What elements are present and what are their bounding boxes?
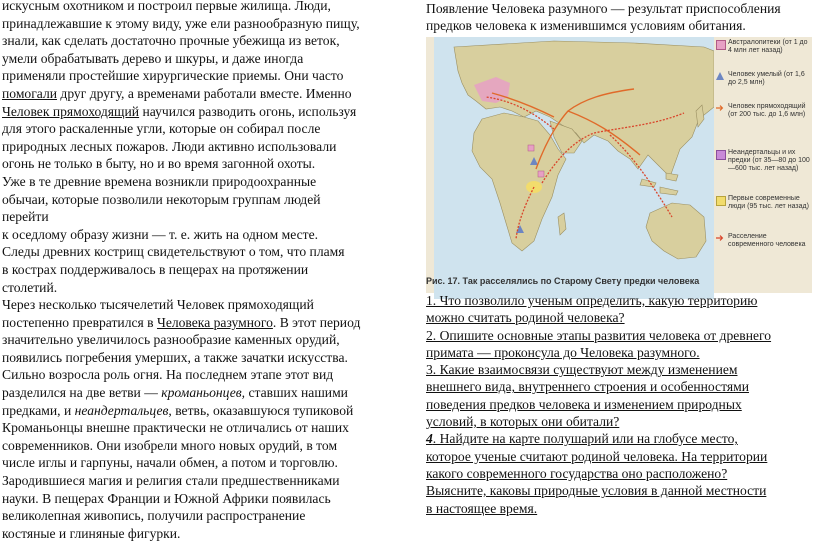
yellow-square-icon — [716, 196, 726, 206]
legend-label: Австралопитеки (от 1 до 4 млн лет назад) — [728, 39, 808, 55]
text-line: Зародившиеся магия и религия стали предшественниками — [2, 473, 340, 489]
text-line: обычаи, которые позволили некоторым группам людей — [2, 191, 321, 207]
text-line: науки. В пещерах Франции и Южной Африки появилась — [2, 490, 331, 506]
term-italic: неандертальцев — [74, 402, 169, 418]
question-line: Выясните, каковы природные условия в данной местности — [426, 483, 767, 499]
text-line — [2, 314, 410, 332]
orange-arrow-icon — [716, 104, 724, 112]
text-line: Появление Человека разумного — результат приспособления — [426, 1, 781, 16]
question-line: поведения предков человека и изменением природных — [426, 396, 742, 412]
legend-label: Человек умелый (от 1,6 до 2,5 млн) — [728, 71, 805, 87]
text-line: Кроманьонцы внешне практически не отличались от наших — [2, 420, 349, 436]
text-line: Уже в те древние времена возникли природоохранные — [2, 173, 317, 189]
australopithecus-site — [528, 145, 534, 151]
article-text — [2, 0, 410, 542]
right-column — [426, 0, 814, 249]
question-line: примата — проконсула до Человека разумного. — [426, 344, 700, 360]
intro-text — [426, 0, 814, 34]
text-line: природных лесных пожаров. Люди активно использовали — [2, 138, 337, 154]
question-line: 3. Какие взаимосвязи существуют между изменением — [426, 362, 738, 378]
text-line: огонь не только в быту, но и во время загонной охоты. — [2, 156, 316, 172]
text-line: перейти — [2, 209, 49, 225]
map-legend — [714, 37, 812, 299]
text-fragment: . Найдите на карте полушарий или на глобусе место, — [432, 431, 738, 447]
text-line: искусным охотником и построил первые жилища. Люди, — [2, 0, 331, 13]
australopithecus-site — [538, 171, 544, 177]
text-line: к оседлому образу жизни — т. е. жить на одном месте. — [2, 226, 319, 242]
text-fragment: постепенно превратился в — [2, 314, 157, 330]
old-world-map — [434, 37, 714, 299]
question-line: в настоящее время. — [426, 500, 538, 516]
text-line: костяные и глиняные фигурки. — [2, 525, 181, 541]
text-line — [2, 402, 410, 420]
question-line: внешнего вида, внутреннего строения и особенностями — [426, 379, 749, 395]
legend-label: Первые современные люди (95 тыс. лет назад) — [728, 195, 809, 211]
text-fragment: , ветвь, оказавшуюся тупиковой — [168, 402, 354, 418]
text-line: столетий. — [2, 279, 58, 295]
text-line: для этого раскаленные угли, которые он собирал после — [2, 121, 321, 137]
question-line: которое ученые считают родиной человека. На территории — [426, 448, 768, 464]
legend-label: Расселение современного человека — [728, 233, 806, 249]
question-line: условий, в которых они обитали? — [426, 414, 620, 430]
text-line: Через несколько тысячелетий Человек прямоходящий — [2, 297, 314, 313]
text-line: значительно увеличилось разнообразие каменных орудий, — [2, 332, 340, 348]
red-arrow-icon — [716, 234, 724, 242]
text-line: Следы древних кострищ свидетельствуют о том, что пламя — [2, 244, 345, 260]
text-fragment: научился разводить огонь, используя — [139, 103, 357, 119]
question-line: какого современного государства оно расположено? — [426, 465, 728, 481]
text-fragment: друг другу, а временами работали вместе. Именно — [57, 85, 352, 101]
question-line: 2. Опишите основные этапы развития человека от древнего — [426, 327, 772, 343]
text-fragment: ставших нашими — [245, 385, 348, 401]
pink-square-icon — [716, 40, 726, 50]
text-fragment: . В этот период — [272, 314, 361, 330]
term-italic: кроманьонцев, — [161, 385, 246, 401]
term-link[interactable]: помогали — [2, 85, 57, 101]
text-line: применяли простейшие хирургические приемы. Они часто — [2, 68, 344, 84]
question-line: 1. Что позволило ученым определить, какую территорию — [426, 293, 758, 308]
text-fragment: предками, и — [2, 402, 75, 418]
text-line — [2, 384, 410, 402]
text-line: современников. Они изобрели много новых орудий, в том — [2, 437, 338, 453]
blue-triangle-icon — [716, 72, 724, 80]
text-line: Сильно возросла роль огня. На последнем этапе этот вид — [2, 367, 334, 383]
text-line — [2, 85, 410, 103]
question-number: 4 — [426, 431, 433, 447]
text-fragment: разделился на две ветви — — [2, 385, 162, 401]
migration-map-figure — [426, 37, 812, 293]
legend-label: Неандертальцы и их предки (от 35—80 до 100—600 тыс. лет назад) — [728, 149, 810, 173]
purple-square-icon — [716, 150, 726, 160]
text-line: в кострах поддерживалось в пещерах на протяжении — [2, 261, 309, 277]
figure-caption: Рис. 17. Так расселялись по Старому Свету предки человека — [426, 276, 700, 286]
text-line: предков человека к изменившимся условиям обитания. — [426, 18, 746, 34]
text-line — [2, 103, 410, 121]
question-line: можно считать родиной человека? — [426, 310, 625, 326]
legend-label: Человек прямоходящий (от 200 тыс. до 1,6 млн) — [728, 103, 806, 119]
text-line: принадлежавшие к этому виду, уже ели разнообразную пищу, — [2, 15, 360, 31]
term-link-homo-sapiens[interactable]: Человека разумного — [156, 314, 273, 330]
text-line: умели обрабатывать дерево и шкуры, и даже иногда — [2, 50, 304, 66]
questions-list — [426, 292, 816, 517]
text-line: числе иглы и гарпуны, начали обмен, а потом и торговлю. — [2, 455, 338, 471]
text-line: великолепная живопись, получили распространение — [2, 508, 306, 524]
text-line: знали, как сделать достаточно прочные убежища из веток, — [2, 33, 340, 49]
term-link-homo-erectus[interactable]: Человек прямоходящий — [2, 103, 140, 119]
question-line — [426, 430, 816, 447]
text-line: появились погребения умерших, а также зачатки искусства. — [2, 349, 348, 365]
